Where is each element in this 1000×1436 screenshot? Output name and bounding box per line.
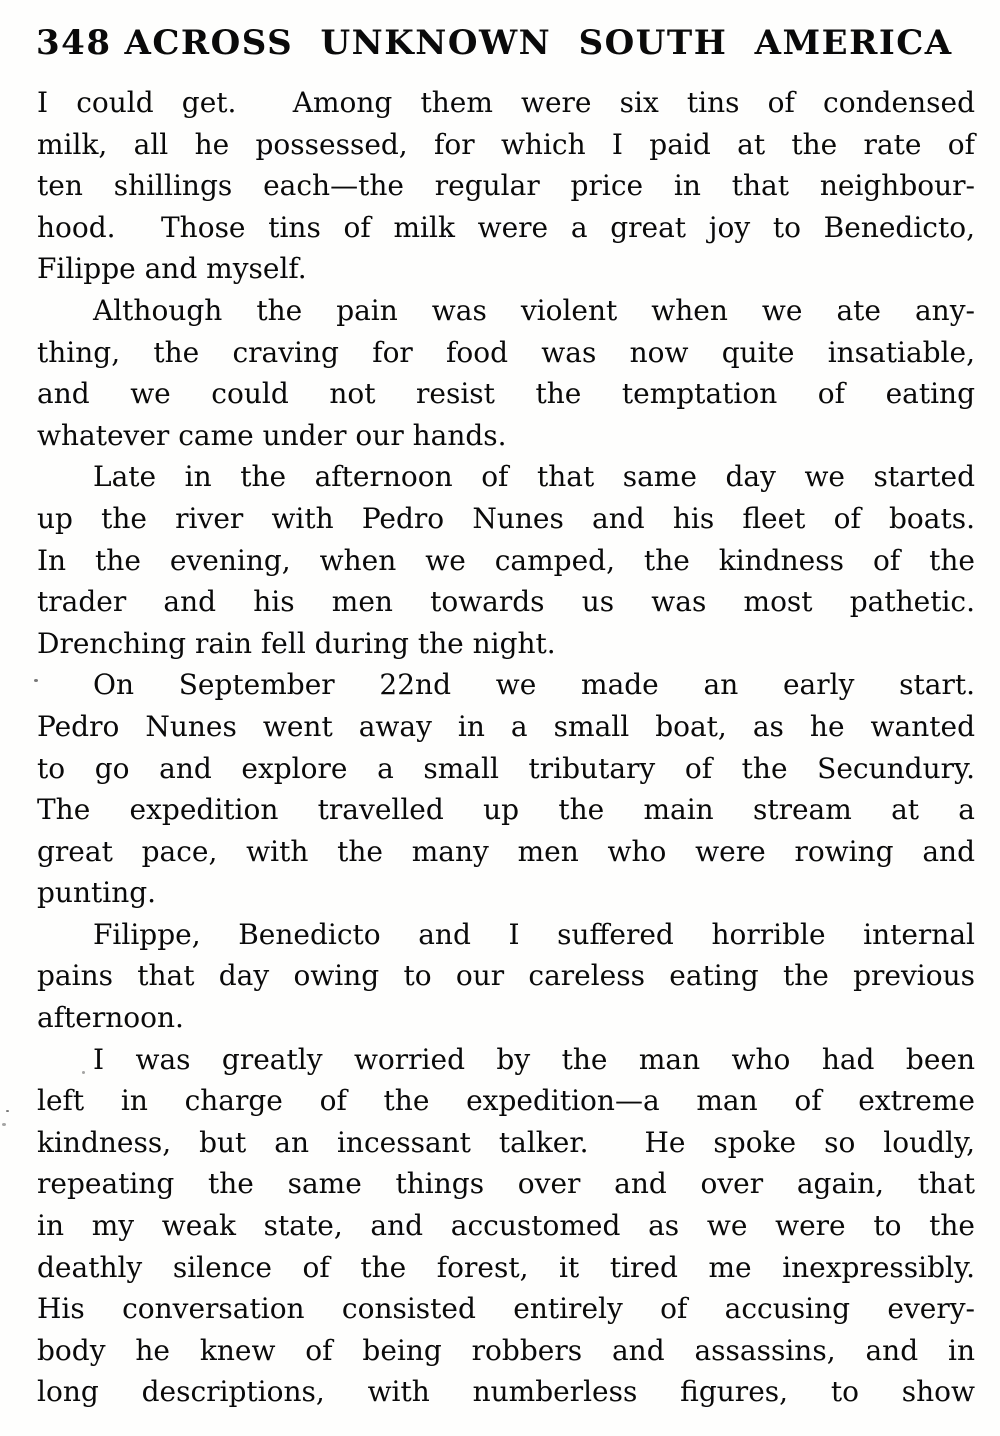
text-line: repeating the same things over and over again, that	[37, 1167, 975, 1201]
text-line: body he knew of being robbers and assassins, and in	[37, 1333, 975, 1367]
text-line: Pedro Nunes went away in a small boat, as he wanted	[37, 709, 975, 743]
text-line: Although the pain was violent when we ate any-	[93, 293, 975, 327]
text-line: up the river with Pedro Nunes and his fleet of boats.	[37, 501, 975, 535]
text-line: left in charge of the expedition—a man of extreme	[37, 1084, 975, 1118]
text-line: milk, all he possessed, for which I paid at the rate of	[37, 127, 975, 161]
text-line: I could get. Among them were six tins of condensed	[37, 86, 975, 119]
text-line: punting.	[37, 876, 157, 910]
text-line: Drenching rain fell during the night.	[37, 626, 556, 660]
text-line: Filippe, Benedicto and I suffered horrible internal	[93, 917, 975, 951]
text-line: hood. Those tins of milk were a great joy to Benedicto,	[37, 210, 975, 244]
text-line: On September 22nd we made an early start.	[93, 668, 975, 702]
text-line: in my weak state, and accustomed as we were to the	[37, 1209, 975, 1243]
text-line: deathly silence of the forest, it tired me inexpressibly.	[37, 1250, 975, 1284]
text-line: trader and his men towards us was most pathetic.	[37, 585, 975, 619]
text-line: and we could not resist the temptation of eating	[37, 377, 975, 411]
text-line: whatever came under our hands.	[37, 418, 507, 452]
scan-speck	[82, 1071, 85, 1074]
scan-speck	[6, 1110, 9, 1112]
text-line: Filippe and myself.	[37, 252, 307, 286]
scan-speck	[2, 1123, 6, 1126]
page-header	[0, 0, 1000, 62]
text-line: thing, the craving for food was now quite insatiable,	[37, 335, 975, 369]
text-line: His conversation consisted entirely of accusing every-	[37, 1292, 975, 1326]
text-line: afternoon.	[37, 1001, 184, 1035]
text-line: I was greatly worried by the man who had been	[93, 1042, 975, 1076]
text-line: Late in the afternoon of that same day we started	[93, 460, 975, 494]
running-title: ACROSS UNKNOWN SOUTH AMERICA	[124, 23, 953, 63]
text-line: great pace, with the many men who were rowing and	[37, 834, 975, 868]
scan-speck	[34, 679, 38, 682]
text-line: long descriptions, with numberless figures, to show	[37, 1375, 975, 1409]
text-line: kindness, but an incessant talker. He spoke so loudly,	[37, 1125, 975, 1159]
text-line: ten shillings each—the regular price in that neighbour-	[37, 169, 975, 203]
page-number: 348	[36, 23, 112, 63]
text-line: pains that day owing to our careless eating the previous	[37, 959, 975, 993]
body-text	[0, 62, 1000, 1413]
text-line: to go and explore a small tributary of the Secundury.	[37, 751, 975, 785]
text-line: In the evening, when we camped, the kindness of the	[37, 543, 975, 577]
text-line: The expedition travelled up the main stream at a	[37, 793, 975, 827]
